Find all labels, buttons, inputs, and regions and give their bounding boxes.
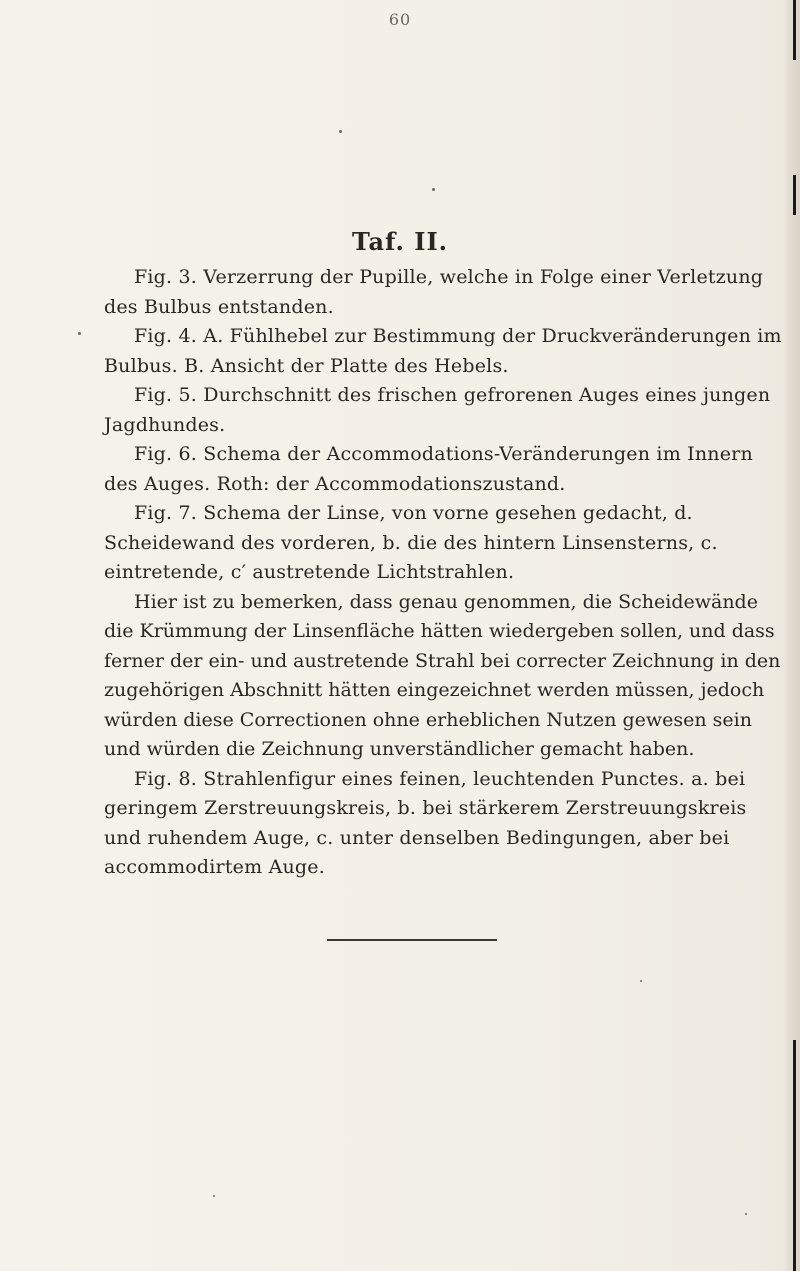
caption-fig-6: Fig. 6. Schema der Accommodations-Veränderungen im Innern des Auges. Roth: der Accommodationszustand. xyxy=(104,443,753,495)
caption-fig-4: Fig. 4. A. Fühlhebel zur Bestimmung der Druckveränderungen im Bulbus. B. Ansicht der Platte des Hebels. xyxy=(104,325,782,377)
page-number: 60 xyxy=(388,10,412,29)
paper-speck xyxy=(745,1213,747,1215)
page-edge-mark xyxy=(793,0,796,60)
end-rule xyxy=(327,939,497,941)
paper-speck xyxy=(640,980,642,982)
paper-speck xyxy=(213,1195,215,1197)
caption-fig-5: Fig. 5. Durchschnitt des frischen gefrorenen Auges eines jungen Jagdhundes. xyxy=(104,384,771,436)
page-edge-mark xyxy=(793,1040,796,1271)
caption-fig-3: Fig. 3. Verzerrung der Pupille, welche in Folge einer Verletzung des Bulbus entstanden. xyxy=(104,266,764,318)
plate-title: Taf. II. xyxy=(351,227,449,256)
caption-fig-8: Fig. 8. Strahlenfigur eines feinen, leuchtenden Punctes. a. bei geringem Zerstreuungskreis, b. bei stärkerem Zerstreuungskreis und ruhendem Auge, c. unter denselben Bedingungen, aber bei accommodirtem Auge. xyxy=(104,767,747,878)
page-edge-mark xyxy=(793,175,796,215)
caption-fig-7: Fig. 7. Schema der Linse, von vorne gesehen gedacht, d. Scheidewand des vorderen, b. die des hintern Linsensterns, c. eintretende, c′ austretende Lichtstrahlen. xyxy=(104,502,718,583)
figure-captions xyxy=(104,263,786,883)
paper-speck xyxy=(432,188,435,191)
paper-speck xyxy=(78,332,81,335)
note-paragraph: Hier ist zu bemerken, dass genau genommen, die Scheidewände die Krümmung der Linsenfläche hätten wiedergeben sollen, und dass ferner der ein- und austretende Strahl bei correcter Zeichnung in den zugehörigen Abschnitt hätten eingezeichnet werden müssen, jedoch würden diese Correctionen ohne erheblichen Nutzen gewesen sein und würden die Zeichnung unverständlicher gemacht haben. xyxy=(104,590,781,760)
paper-speck xyxy=(339,130,342,133)
